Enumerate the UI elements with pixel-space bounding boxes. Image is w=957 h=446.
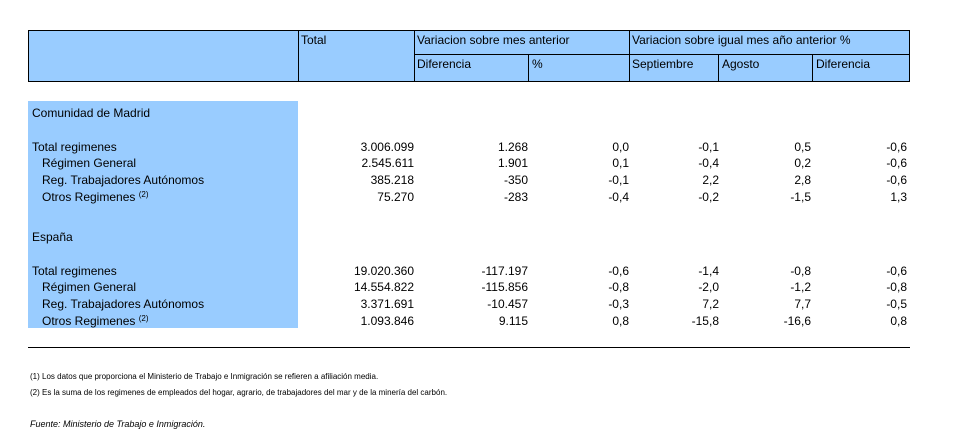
cell-total: 19.020.360 [353, 264, 414, 278]
cell-septiembre: -0,1 [698, 140, 719, 154]
cell-septiembre: 2,2 [702, 173, 719, 187]
footnote-2: (2) Es la suma de los regimenes de empleados del hogar, agrario, de trabajadores del mar y de la minería del carbón. [30, 388, 448, 397]
header-agosto: Agosto [722, 57, 760, 71]
cell-total: 3.006.099 [360, 140, 414, 154]
table-row [0, 280, 957, 296]
table-row [0, 140, 957, 156]
cell-diferencia-anio: 0,8 [890, 314, 907, 328]
header-septiembre: Septiembre [632, 57, 694, 71]
header-divider-dif [812, 54, 813, 82]
cell-septiembre: -15,8 [691, 314, 719, 328]
row-label: Régimen General [42, 280, 137, 294]
cell-diferencia: -283 [503, 190, 528, 204]
cell-total: 3.371.691 [360, 297, 414, 311]
header-pct: % [532, 57, 543, 71]
row-label: Total regimenes [32, 140, 117, 154]
cell-total: 14.554.822 [353, 280, 414, 294]
header-var-mes: Variacion sobre mes anterior [417, 33, 570, 47]
footnote-ref: (2) [138, 190, 149, 199]
cell-diferencia-anio: -0,6 [886, 173, 907, 187]
cell-diferencia: 9.115 [498, 314, 528, 328]
table-row [0, 264, 957, 280]
cell-agosto: -16,6 [783, 314, 811, 328]
cell-septiembre: 7,2 [702, 297, 719, 311]
row-label: Reg. Trabajadores Autónomos [42, 173, 205, 187]
cell-agosto: -1,5 [790, 190, 811, 204]
cell-septiembre: -1,4 [698, 264, 719, 278]
header-top-border [28, 30, 910, 31]
row-label: Otros Regimenes [42, 314, 136, 328]
header-divider-pct [528, 54, 529, 82]
cell-pct: -0,3 [608, 297, 629, 311]
section-title: Comunidad de Madrid [32, 106, 151, 120]
cell-pct: -0,1 [608, 173, 629, 187]
cell-septiembre: -2,0 [698, 280, 719, 294]
cell-total: 75.270 [377, 190, 414, 204]
header-bottom-border [28, 81, 910, 82]
cell-diferencia: -350 [503, 173, 528, 187]
cell-total: 1.093.846 [360, 314, 414, 328]
cell-diferencia-anio: -0,8 [886, 280, 907, 294]
cell-diferencia-anio: -0,6 [886, 140, 907, 154]
header-divider-agosto [718, 54, 719, 82]
header-left-border [28, 30, 29, 82]
row-label-wrap [42, 314, 149, 328]
cell-pct: 0,0 [612, 140, 629, 154]
header-diferencia-2: Diferencia [816, 57, 871, 71]
header-blank-cell [28, 31, 298, 81]
cell-agosto: 0,5 [794, 140, 811, 154]
cell-diferencia-anio: 1,3 [890, 190, 907, 204]
table-bottom-rule [28, 347, 910, 348]
header-var-anio: Variacion sobre igual mes año anterior % [632, 33, 851, 47]
cell-septiembre: -0,2 [698, 190, 719, 204]
header-divider-anio [629, 30, 630, 82]
cell-septiembre: -0,4 [698, 156, 719, 170]
row-label-wrap [42, 190, 149, 204]
table-row [0, 173, 957, 189]
footnote-1: (1) Los datos que proporciona el Ministerio de Trabajo e Inmigración se refieren a afiliación media. [30, 372, 379, 381]
cell-total: 2.545.611 [361, 156, 414, 170]
footnote-ref: (2) [138, 314, 149, 323]
cell-agosto: -1,2 [790, 280, 811, 294]
cell-agosto: -0,8 [790, 264, 811, 278]
cell-agosto: 7,7 [794, 297, 811, 311]
table-row [0, 190, 957, 206]
cell-diferencia: -10.457 [487, 297, 528, 311]
header-mid-border [415, 54, 910, 55]
header-divider-var [414, 30, 415, 82]
table-row [0, 156, 957, 172]
row-label: Régimen General [42, 156, 137, 170]
table-row [0, 297, 957, 313]
cell-pct: 0,8 [612, 314, 629, 328]
source-note: Fuente: Ministerio de Trabajo e Inmigración. [30, 419, 206, 429]
header-total: Total [301, 33, 327, 47]
cell-diferencia-anio: -0,6 [886, 264, 907, 278]
header-diferencia: Diferencia [417, 57, 472, 71]
section-title: España [32, 230, 73, 244]
cell-total: 385.218 [370, 173, 414, 187]
cell-pct: -0,8 [608, 280, 629, 294]
cell-pct: -0,6 [608, 264, 629, 278]
cell-diferencia: 1.901 [497, 156, 528, 170]
table-row [0, 314, 957, 330]
header-right-border [909, 30, 910, 82]
header-divider-total [298, 30, 299, 82]
cell-diferencia-anio: -0,6 [886, 156, 907, 170]
cell-diferencia: -117.197 [481, 264, 528, 278]
cell-agosto: 0,2 [794, 156, 811, 170]
cell-pct: -0,4 [608, 190, 629, 204]
row-label: Otros Regimenes [42, 190, 136, 204]
row-label: Reg. Trabajadores Autónomos [42, 297, 205, 311]
cell-diferencia: -115.856 [481, 280, 528, 294]
cell-diferencia-anio: -0,5 [886, 297, 907, 311]
cell-agosto: 2,8 [794, 173, 811, 187]
cell-diferencia: 1.268 [497, 140, 528, 154]
row-label: Total regimenes [32, 264, 117, 278]
cell-pct: 0,1 [612, 156, 629, 170]
